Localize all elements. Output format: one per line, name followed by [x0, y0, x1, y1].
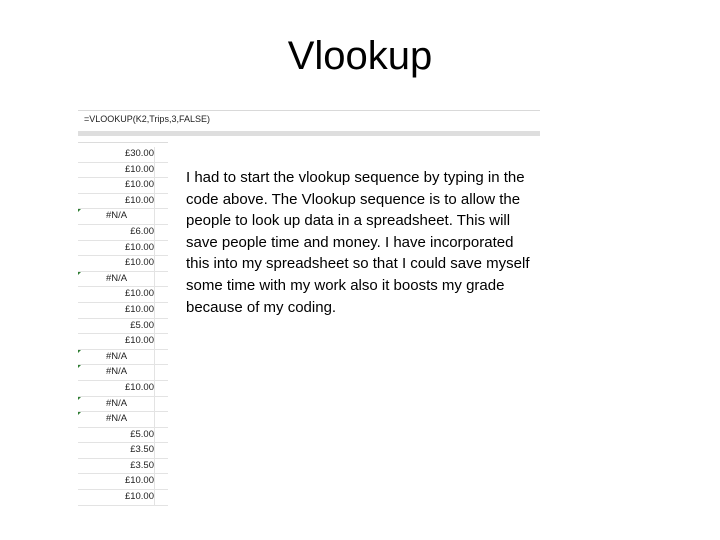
- cell-gridline: [154, 256, 155, 271]
- table-row[interactable]: [78, 459, 168, 475]
- table-row[interactable]: [78, 272, 168, 288]
- table-row[interactable]: [78, 490, 168, 506]
- currency-cell[interactable]: £10.00: [124, 335, 154, 347]
- table-row[interactable]: [78, 287, 168, 303]
- error-cell[interactable]: #N/A: [106, 413, 128, 425]
- currency-cell[interactable]: £3.50: [130, 444, 154, 456]
- table-row[interactable]: [78, 412, 168, 428]
- table-row[interactable]: [78, 350, 168, 366]
- slide-body-text: I had to start the vlookup sequence by typing in the code above. The Vlookup sequence is to allow the people to look up data in a spreadsheet. This will save people time and money. I have incorporated this into my spreadsheet so that I could save myself some time with my work also it boosts my grade because of my coding.: [186, 169, 530, 316]
- error-indicator-icon: [78, 350, 81, 353]
- currency-cell[interactable]: £10.00: [124, 491, 154, 503]
- currency-cell[interactable]: £10.00: [124, 303, 154, 315]
- currency-cell[interactable]: £10.00: [124, 257, 154, 269]
- cell-gridline: [154, 490, 155, 505]
- error-indicator-icon: [78, 365, 81, 368]
- cell-gridline: [154, 381, 155, 396]
- currency-cell[interactable]: £10.00: [124, 163, 154, 175]
- table-row[interactable]: [78, 256, 168, 272]
- currency-cell[interactable]: £10.00: [124, 381, 154, 393]
- formula-text[interactable]: =VLOOKUP(K2,Trips,3,FALSE): [84, 114, 210, 124]
- cell-gridline: [154, 194, 155, 209]
- error-indicator-icon: [78, 209, 81, 212]
- error-cell[interactable]: #N/A: [106, 397, 128, 409]
- currency-cell[interactable]: £5.00: [130, 428, 154, 440]
- table-row[interactable]: [78, 147, 168, 163]
- error-indicator-icon: [78, 272, 81, 275]
- cell-gridline: [154, 334, 155, 349]
- cell-gridline: [154, 459, 155, 474]
- slide-title: Vlookup: [287, 34, 433, 78]
- cell-gridline: [154, 178, 155, 193]
- cell-gridline: [154, 350, 155, 365]
- cell-gridline: [154, 225, 155, 240]
- sheet-top-border: [78, 142, 168, 143]
- table-row[interactable]: [78, 397, 168, 413]
- cell-gridline: [154, 428, 155, 443]
- cell-gridline: [154, 319, 155, 334]
- cell-gridline: [154, 287, 155, 302]
- cell-gridline: [154, 241, 155, 256]
- error-cell[interactable]: #N/A: [106, 272, 128, 284]
- error-cell[interactable]: #N/A: [106, 366, 128, 378]
- error-indicator-icon: [78, 397, 81, 400]
- currency-cell[interactable]: £6.00: [130, 225, 154, 237]
- table-row[interactable]: [78, 178, 168, 194]
- table-row[interactable]: [78, 334, 168, 350]
- table-row[interactable]: [78, 241, 168, 257]
- cell-gridline: [154, 163, 155, 178]
- formula-bar-divider: [78, 131, 540, 136]
- table-row[interactable]: [78, 474, 168, 490]
- cell-gridline: [154, 474, 155, 489]
- cell-gridline: [154, 303, 155, 318]
- cell-gridline: [154, 412, 155, 427]
- cell-gridline: [154, 209, 155, 224]
- cell-gridline: [154, 443, 155, 458]
- formula-bar[interactable]: [78, 110, 540, 132]
- cell-gridline: [154, 397, 155, 412]
- currency-cell[interactable]: £10.00: [124, 194, 154, 206]
- currency-cell[interactable]: £10.00: [124, 288, 154, 300]
- table-row[interactable]: [78, 365, 168, 381]
- cell-gridline: [154, 365, 155, 380]
- error-cell[interactable]: #N/A: [106, 350, 128, 362]
- error-indicator-icon: [78, 412, 81, 415]
- currency-cell[interactable]: £10.00: [124, 179, 154, 191]
- spreadsheet-column: [78, 147, 168, 503]
- table-row[interactable]: [78, 225, 168, 241]
- table-row[interactable]: [78, 381, 168, 397]
- table-row[interactable]: [78, 163, 168, 179]
- error-cell[interactable]: #N/A: [106, 210, 128, 222]
- table-row[interactable]: [78, 303, 168, 319]
- table-row[interactable]: [78, 443, 168, 459]
- currency-cell[interactable]: £3.50: [130, 459, 154, 471]
- cell-gridline: [154, 147, 155, 162]
- currency-cell[interactable]: £5.00: [130, 319, 154, 331]
- table-row[interactable]: [78, 194, 168, 210]
- currency-cell[interactable]: £30.00: [124, 148, 154, 159]
- table-row[interactable]: [78, 428, 168, 444]
- currency-cell[interactable]: £10.00: [124, 475, 154, 487]
- currency-cell[interactable]: £10.00: [124, 241, 154, 253]
- table-row[interactable]: [78, 319, 168, 335]
- cell-gridline: [154, 272, 155, 287]
- table-row[interactable]: [78, 209, 168, 225]
